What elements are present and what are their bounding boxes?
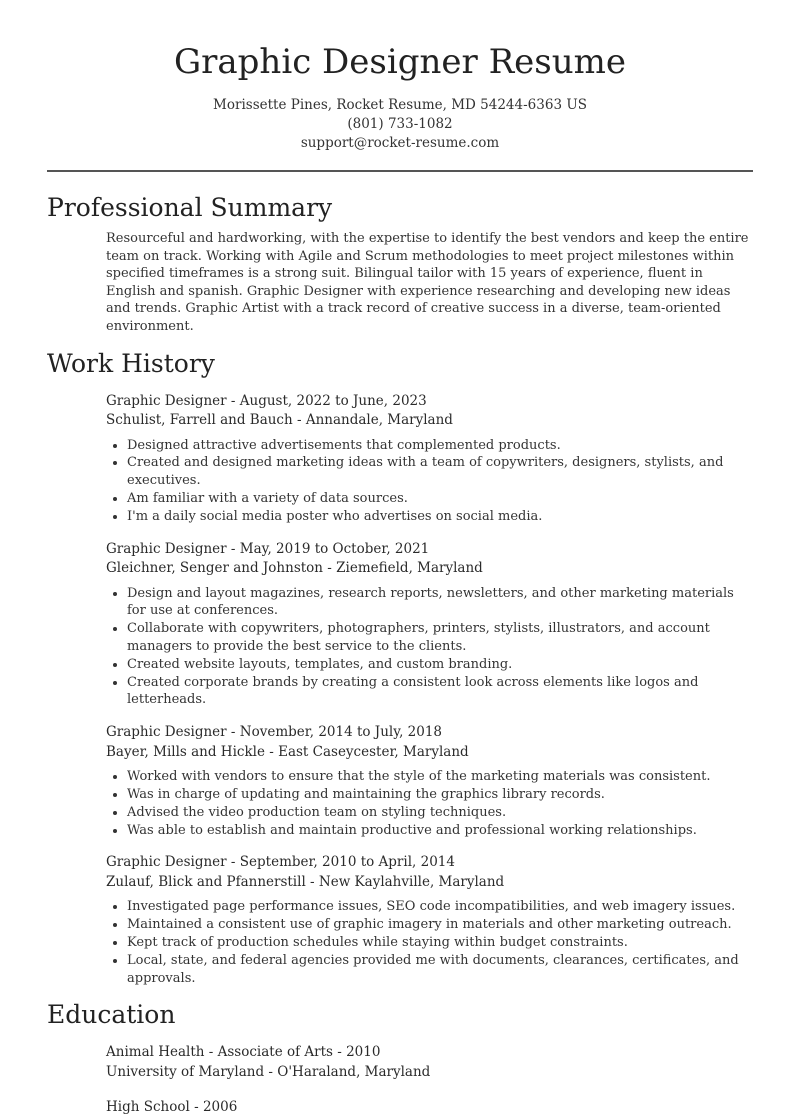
section-heading-summary: Professional Summary [47,193,333,222]
job-company-location: Gleichner, Senger and Johnston - Ziemefield, Maryland [106,560,483,577]
job-title-dates: Graphic Designer - August, 2022 to June, 2023 [106,392,427,409]
job-company-location: Bayer, Mills and Hickle - East Caseycester, Maryland [106,743,469,760]
section-heading-education: Education [47,1000,176,1030]
bullet-item: • Local, state, and federal agencies provided me with documents, clearances, certificates, and approvals. [127,952,753,988]
bullet-item: • Designed attractive advertisements that complemented products. [127,437,753,455]
job-entry [106,392,753,526]
professional-summary-section [0,192,800,336]
job-title-dates: Graphic Designer - November, 2014 to July, 2018 [106,724,443,741]
degree-line: High School - 2006 [106,1099,238,1116]
bullet-item: • Created and designed marketing ideas with a team of copywriters, designers, stylists, and executives. [127,454,753,490]
job-entry [106,540,753,710]
bullet-item: • Kept track of production schedules while staying within budget constraints. [127,934,753,952]
job-bullets [106,437,753,526]
education-entry [106,1043,800,1082]
bullet-item: • Design and layout magazines, research reports, newsletters, and other marketing materials for use at conferences. [127,585,753,621]
job-bullets [106,768,753,839]
school-line: University of Maryland - O'Haraland, Maryland [106,1063,431,1080]
bullet-item: • Created website layouts, templates, and custom branding. [127,656,753,674]
bullet-item: • Collaborate with copywriters, photographers, printers, stylists, illustrators, and account managers to provide the best service to the clients. [127,620,753,656]
bullet-item: • Created corporate brands by creating a consistent look across elements like logos and letterheads. [127,674,753,710]
bullet-item: • Am familiar with a variety of data sources. [127,490,753,508]
bullet-item: • Advised the video production team on styling techniques. [127,804,753,822]
contact-info [0,96,800,153]
phone: (801) 733-1082 [347,116,453,132]
bullet-item: • Worked with vendors to ensure that the style of the marketing materials was consistent. [127,768,753,786]
job-title-dates: Graphic Designer - May, 2019 to October, 2021 [106,540,430,557]
bullet-item: • Investigated page performance issues, SEO code incompatibilities, and web imagery issues. [127,898,753,916]
header-divider [47,170,753,172]
job-entry [106,723,753,839]
summary-text: Resourceful and hardworking, with the expertise to identify the best vendors and keep the entire team on track. Working with Agile and Scrum methodologies to meet project milestones within specified timeframes is a strong suit. Bilingual tailor with 15 years of experience, fluent in English and spanish. Graphic Designer with experience researching and developing new ideas and trends. Graphic Artist with a track record of creative success in a diverse, team-oriented environment. [106,231,749,334]
education-entry [106,1098,800,1118]
section-heading-work: Work History [47,348,215,378]
email: support@rocket-resume.com [300,135,500,151]
job-company-location: Zulauf, Blick and Pfannerstill - New Kaylahville, Maryland [106,873,505,890]
job-bullets [106,585,753,710]
bullet-item: • Maintained a consistent use of graphic imagery in materials and other marketing outreach. [127,916,753,934]
work-history-section [0,348,800,988]
job-entry [106,853,753,987]
bullet-item: • Was in charge of updating and maintaining the graphics library records. [127,786,753,804]
job-company-location: Schulist, Farrell and Bauch - Annandale, Maryland [106,412,453,429]
address: Morissette Pines, Rocket Resume, MD 54244-6363 US [213,97,587,113]
job-bullets [106,898,753,987]
education-section [0,999,800,1118]
job-title-dates: Graphic Designer - September, 2010 to April, 2014 [106,854,455,871]
resume-header [0,0,800,153]
resume-title: Graphic Designer Resume [173,42,627,82]
bullet-item: • Was able to establish and maintain productive and professional working relationships. [127,822,753,840]
degree-line: Animal Health - Associate of Arts - 2010 [106,1044,381,1061]
bullet-item: • I'm a daily social media poster who advertises on social media. [127,508,753,526]
